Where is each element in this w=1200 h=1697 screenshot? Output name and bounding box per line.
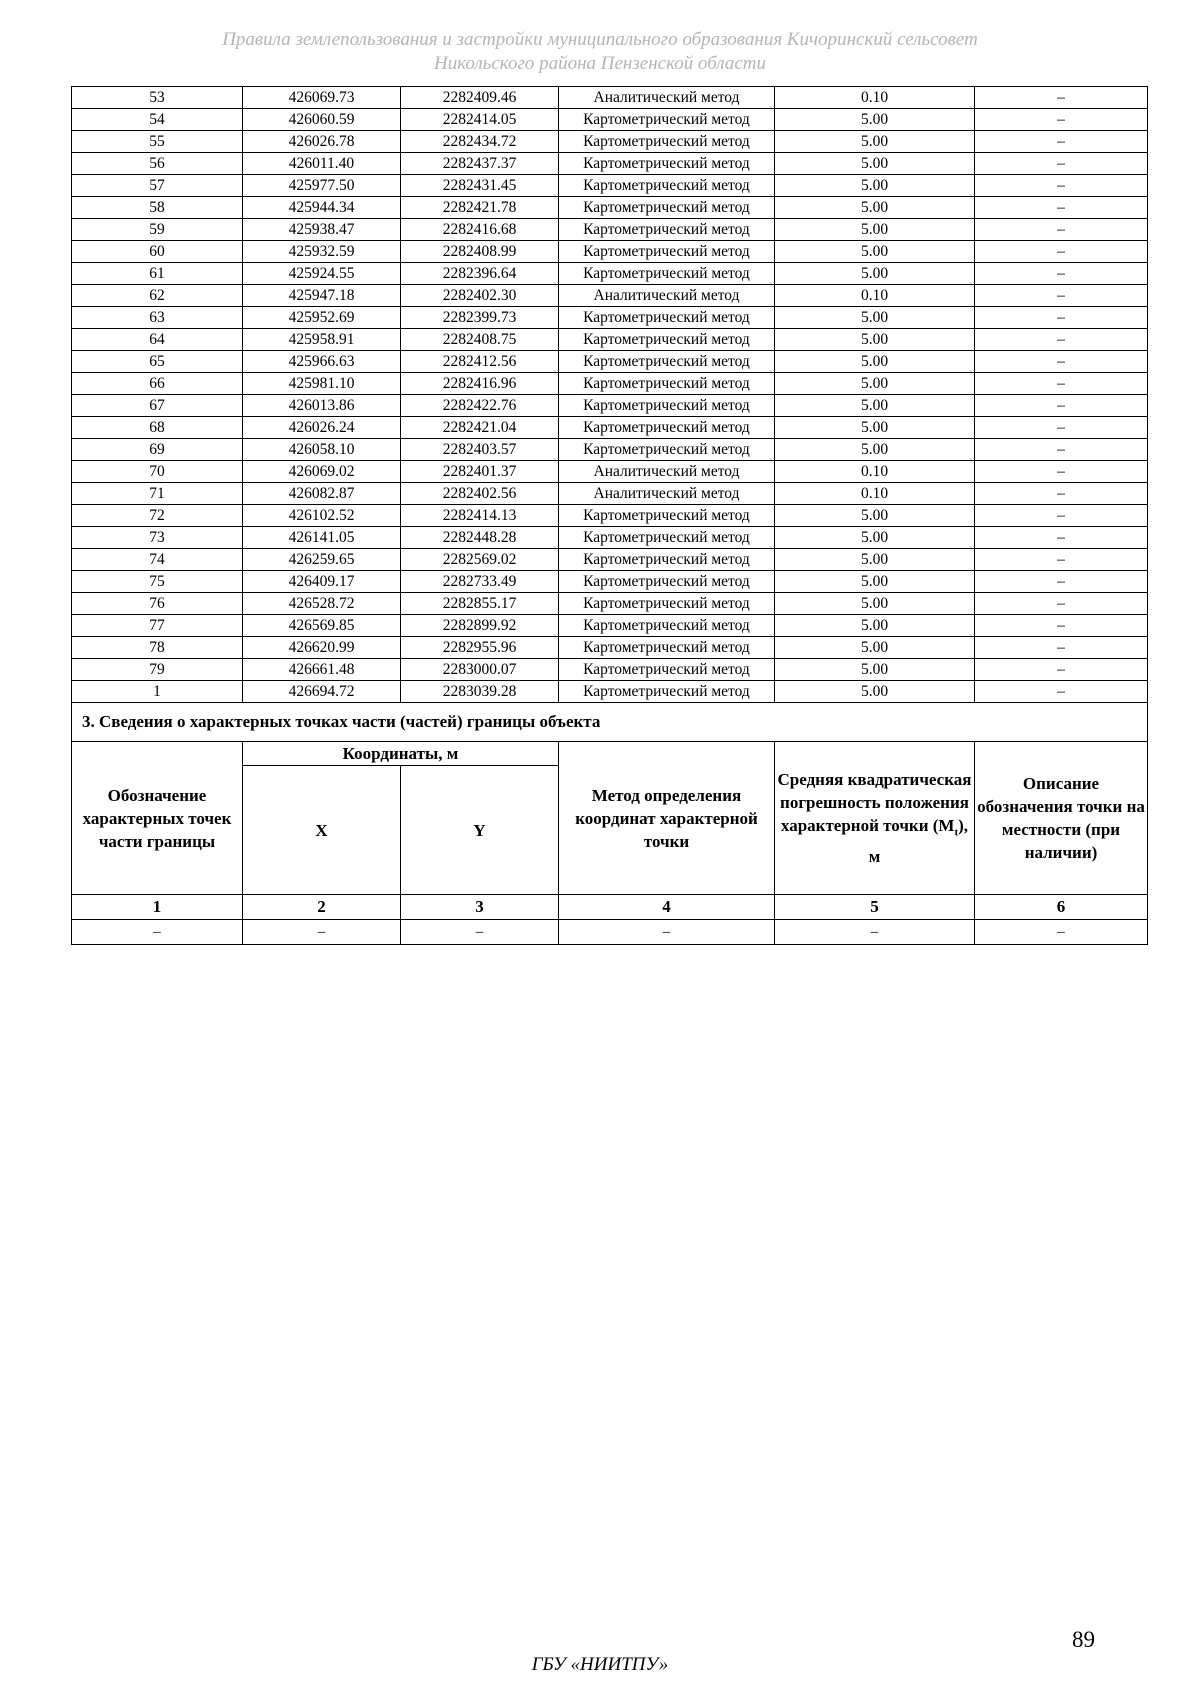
table-cell: 0.10	[775, 461, 975, 483]
table-cell: –	[975, 461, 1148, 483]
table-row	[72, 87, 1148, 109]
page-number: 89	[1072, 1627, 1095, 1652]
table-cell: 5.00	[775, 219, 975, 241]
table-cell: 425932.59	[243, 241, 401, 263]
table-cell: –	[975, 395, 1148, 417]
section-3-title-row	[72, 703, 1148, 742]
table-cell: 2282414.13	[401, 505, 559, 527]
table-cell: 76	[72, 593, 243, 615]
table-cell: 426060.59	[243, 109, 401, 131]
table-cell: Картометрический метод	[559, 659, 775, 681]
table-cell: Картометрический метод	[559, 637, 775, 659]
table-cell: –	[975, 109, 1148, 131]
table-cell: 5.00	[775, 175, 975, 197]
table-cell: 5.00	[775, 351, 975, 373]
table-row	[72, 461, 1148, 483]
col-error-header: Средняя квадратическая погрешность положения характерной точки $(M_t)$, м	[775, 742, 975, 895]
table-cell: 5.00	[775, 571, 975, 593]
table-cell: 426069.02	[243, 461, 401, 483]
table-cell: 425981.10	[243, 373, 401, 395]
table-cell: 2282448.28	[401, 527, 559, 549]
table-cell: 5.00	[775, 615, 975, 637]
table-cell: –	[975, 263, 1148, 285]
table-cell: 426013.86	[243, 395, 401, 417]
table-cell: Картометрический метод	[559, 131, 775, 153]
table-cell: –	[559, 920, 775, 945]
table-cell: 64	[72, 329, 243, 351]
table-cell: –	[975, 681, 1148, 703]
column-number-row	[72, 895, 1148, 920]
table-cell: –	[975, 417, 1148, 439]
table-row	[72, 219, 1148, 241]
table-cell: 426569.85	[243, 615, 401, 637]
table-cell: 2282399.73	[401, 307, 559, 329]
table-cell: Картометрический метод	[559, 197, 775, 219]
table-cell: Картометрический метод	[559, 439, 775, 461]
table-cell: –	[975, 483, 1148, 505]
coordinates-table	[71, 86, 1148, 945]
table-cell: –	[975, 505, 1148, 527]
table-cell: Картометрический метод	[559, 373, 775, 395]
table-cell: 426528.72	[243, 593, 401, 615]
table-cell: –	[975, 615, 1148, 637]
table-cell: 426011.40	[243, 153, 401, 175]
table-cell: 0.10	[775, 87, 975, 109]
table-cell: –	[72, 920, 243, 945]
table-cell: Картометрический метод	[559, 307, 775, 329]
table-cell: Картометрический метод	[559, 549, 775, 571]
column-number: 4	[559, 895, 775, 920]
table-cell: 5.00	[775, 329, 975, 351]
col-method-header: Метод определения координат характерной точки	[559, 742, 775, 895]
table-cell: 2282421.04	[401, 417, 559, 439]
table-cell: –	[975, 87, 1148, 109]
table-row	[72, 571, 1148, 593]
column-number: 1	[72, 895, 243, 920]
table-cell: Картометрический метод	[559, 395, 775, 417]
table-cell: –	[975, 527, 1148, 549]
table-cell: Аналитический метод	[559, 285, 775, 307]
table-row	[72, 637, 1148, 659]
table-cell: 57	[72, 175, 243, 197]
table-row	[72, 285, 1148, 307]
table-row	[72, 373, 1148, 395]
table-row	[72, 527, 1148, 549]
table-cell: 2282733.49	[401, 571, 559, 593]
table-cell: –	[975, 920, 1148, 945]
table-cell: 5.00	[775, 109, 975, 131]
table-cell: –	[775, 920, 975, 945]
table-cell: 2282421.78	[401, 197, 559, 219]
table-cell: –	[975, 241, 1148, 263]
table-cell: 73	[72, 527, 243, 549]
table-cell: 1	[72, 681, 243, 703]
table-cell: 425944.34	[243, 197, 401, 219]
table-cell: 426069.73	[243, 87, 401, 109]
table-row	[72, 175, 1148, 197]
table-row	[72, 351, 1148, 373]
table-cell: Картометрический метод	[559, 351, 775, 373]
table-cell: 426259.65	[243, 549, 401, 571]
table-cell: –	[975, 659, 1148, 681]
table-cell: 63	[72, 307, 243, 329]
table-row	[72, 659, 1148, 681]
section-3-header-row-1	[72, 742, 1148, 766]
table-cell: –	[975, 571, 1148, 593]
table-cell: 5.00	[775, 241, 975, 263]
table-cell: 5.00	[775, 263, 975, 285]
table-cell: 74	[72, 549, 243, 571]
column-number: 2	[243, 895, 401, 920]
table-cell: 78	[72, 637, 243, 659]
table-cell: 426694.72	[243, 681, 401, 703]
table-cell: –	[243, 920, 401, 945]
table-cell: 2283000.07	[401, 659, 559, 681]
table-cell: 60	[72, 241, 243, 263]
table-cell: 5.00	[775, 549, 975, 571]
table-cell: 2282422.76	[401, 395, 559, 417]
table-cell: 79	[72, 659, 243, 681]
table-cell: 69	[72, 439, 243, 461]
table-cell: 5.00	[775, 307, 975, 329]
table-cell: 5.00	[775, 659, 975, 681]
table-cell: 2282434.72	[401, 131, 559, 153]
table-row	[72, 109, 1148, 131]
table-cell: 2282408.75	[401, 329, 559, 351]
table-cell: 426026.24	[243, 417, 401, 439]
table-cell: Картометрический метод	[559, 153, 775, 175]
section-3-title: 3. Сведения о характерных точках части (частей) границы объекта	[72, 703, 1148, 742]
table-row	[72, 329, 1148, 351]
table-cell: 426141.05	[243, 527, 401, 549]
table-cell: Картометрический метод	[559, 241, 775, 263]
table-cell: 0.10	[775, 483, 975, 505]
table-cell: 2282855.17	[401, 593, 559, 615]
table-cell: 56	[72, 153, 243, 175]
table-cell: 54	[72, 109, 243, 131]
table-cell: 5.00	[775, 681, 975, 703]
table-row	[72, 549, 1148, 571]
table-cell: 71	[72, 483, 243, 505]
table-cell: 77	[72, 615, 243, 637]
table-row	[72, 593, 1148, 615]
table-cell: 425938.47	[243, 219, 401, 241]
table-cell: –	[975, 549, 1148, 571]
table-cell: 2282408.99	[401, 241, 559, 263]
table-cell: 67	[72, 395, 243, 417]
col-x-header: X	[243, 766, 401, 895]
table-row	[72, 483, 1148, 505]
table-cell: 2282899.92	[401, 615, 559, 637]
table-cell: 2282403.57	[401, 439, 559, 461]
table-cell: 5.00	[775, 593, 975, 615]
table-row	[72, 417, 1148, 439]
table-cell: Картометрический метод	[559, 175, 775, 197]
table-cell: 426102.52	[243, 505, 401, 527]
table-cell: Аналитический метод	[559, 483, 775, 505]
table-cell: 66	[72, 373, 243, 395]
table-cell: 2282431.45	[401, 175, 559, 197]
table-cell: 53	[72, 87, 243, 109]
table-cell: 425947.18	[243, 285, 401, 307]
table-cell: 2282402.56	[401, 483, 559, 505]
table-cell: 426082.87	[243, 483, 401, 505]
coordinate-rows	[72, 87, 1148, 703]
table-cell: 2282416.96	[401, 373, 559, 395]
table-cell: –	[975, 285, 1148, 307]
table-row	[72, 395, 1148, 417]
table-cell: 0.10	[775, 285, 975, 307]
table-row	[72, 197, 1148, 219]
empty-data-row	[72, 920, 1148, 945]
table-cell: –	[975, 197, 1148, 219]
table-cell: 70	[72, 461, 243, 483]
header-line-2: Никольского района Пензенской области	[434, 53, 766, 74]
table-cell: –	[401, 920, 559, 945]
table-cell: 75	[72, 571, 243, 593]
table-cell: –	[975, 219, 1148, 241]
table-row	[72, 615, 1148, 637]
table-cell: –	[975, 637, 1148, 659]
table-row	[72, 505, 1148, 527]
table-cell: 426409.17	[243, 571, 401, 593]
table-cell: 55	[72, 131, 243, 153]
table-cell: Аналитический метод	[559, 87, 775, 109]
col-designation-header: Обозначение характерных точек части границы	[72, 742, 243, 895]
table-cell: –	[975, 153, 1148, 175]
col-description-header: Описание обозначения точки на местности (при наличии)	[975, 742, 1148, 895]
table-cell: 65	[72, 351, 243, 373]
table-row	[72, 681, 1148, 703]
table-cell: 61	[72, 263, 243, 285]
col-y-header: Y	[401, 766, 559, 895]
table-row	[72, 153, 1148, 175]
table-cell: 425977.50	[243, 175, 401, 197]
table-cell: –	[975, 175, 1148, 197]
table-cell: –	[975, 329, 1148, 351]
column-number: 5	[775, 895, 975, 920]
table-cell: 5.00	[775, 153, 975, 175]
table-cell: 2282416.68	[401, 219, 559, 241]
table-cell: –	[975, 439, 1148, 461]
column-number: 6	[975, 895, 1148, 920]
column-number: 3	[401, 895, 559, 920]
table-cell: Картометрический метод	[559, 571, 775, 593]
table-cell: –	[975, 373, 1148, 395]
table-cell: 426026.78	[243, 131, 401, 153]
table-cell: 5.00	[775, 131, 975, 153]
header-line-1: Правила землепользования и застройки муниципального образования Кичоринский сельсовет	[222, 29, 978, 50]
table-cell: Аналитический метод	[559, 461, 775, 483]
table-cell: 2282412.56	[401, 351, 559, 373]
table-cell: 68	[72, 417, 243, 439]
table-row	[72, 439, 1148, 461]
table-cell: Картометрический метод	[559, 593, 775, 615]
table-cell: Картометрический метод	[559, 219, 775, 241]
document-header	[0, 28, 1200, 76]
table-cell: 426661.48	[243, 659, 401, 681]
table-cell: 2282402.30	[401, 285, 559, 307]
table-cell: Картометрический метод	[559, 681, 775, 703]
table-cell: 5.00	[775, 373, 975, 395]
table-cell: 425958.91	[243, 329, 401, 351]
table-cell: 2282569.02	[401, 549, 559, 571]
table-cell: Картометрический метод	[559, 615, 775, 637]
table-cell: Картометрический метод	[559, 417, 775, 439]
table-cell: 2282409.46	[401, 87, 559, 109]
table-cell: 2282414.05	[401, 109, 559, 131]
table-cell: Картометрический метод	[559, 263, 775, 285]
table-cell: 2282437.37	[401, 153, 559, 175]
table-cell: 5.00	[775, 197, 975, 219]
table-cell: 5.00	[775, 395, 975, 417]
table-row	[72, 241, 1148, 263]
table-row	[72, 263, 1148, 285]
table-cell: –	[975, 307, 1148, 329]
table-cell: 426620.99	[243, 637, 401, 659]
table-cell: 2283039.28	[401, 681, 559, 703]
table-cell: 59	[72, 219, 243, 241]
table-cell: 2282401.37	[401, 461, 559, 483]
footer: ГБУ «НИИТПУ»	[531, 1654, 669, 1675]
table-cell: 5.00	[775, 637, 975, 659]
table-row	[72, 307, 1148, 329]
table-cell: 425924.55	[243, 263, 401, 285]
table-cell: 425966.63	[243, 351, 401, 373]
table-cell: 58	[72, 197, 243, 219]
table-cell: Картометрический метод	[559, 329, 775, 351]
table-cell: 72	[72, 505, 243, 527]
table-row	[72, 131, 1148, 153]
col-coords-header: Координаты, м	[243, 742, 559, 766]
table-cell: Картометрический метод	[559, 505, 775, 527]
table-cell: 62	[72, 285, 243, 307]
table-cell: 2282396.64	[401, 263, 559, 285]
table-cell: 5.00	[775, 417, 975, 439]
table-cell: –	[975, 593, 1148, 615]
table-cell: 2282955.96	[401, 637, 559, 659]
table-cell: Картометрический метод	[559, 109, 775, 131]
table-cell: 426058.10	[243, 439, 401, 461]
table-cell: –	[975, 351, 1148, 373]
table-cell: 5.00	[775, 439, 975, 461]
table-cell: 5.00	[775, 527, 975, 549]
table-cell: –	[975, 131, 1148, 153]
table-cell: 5.00	[775, 505, 975, 527]
table-cell: Картометрический метод	[559, 527, 775, 549]
table-cell: 425952.69	[243, 307, 401, 329]
